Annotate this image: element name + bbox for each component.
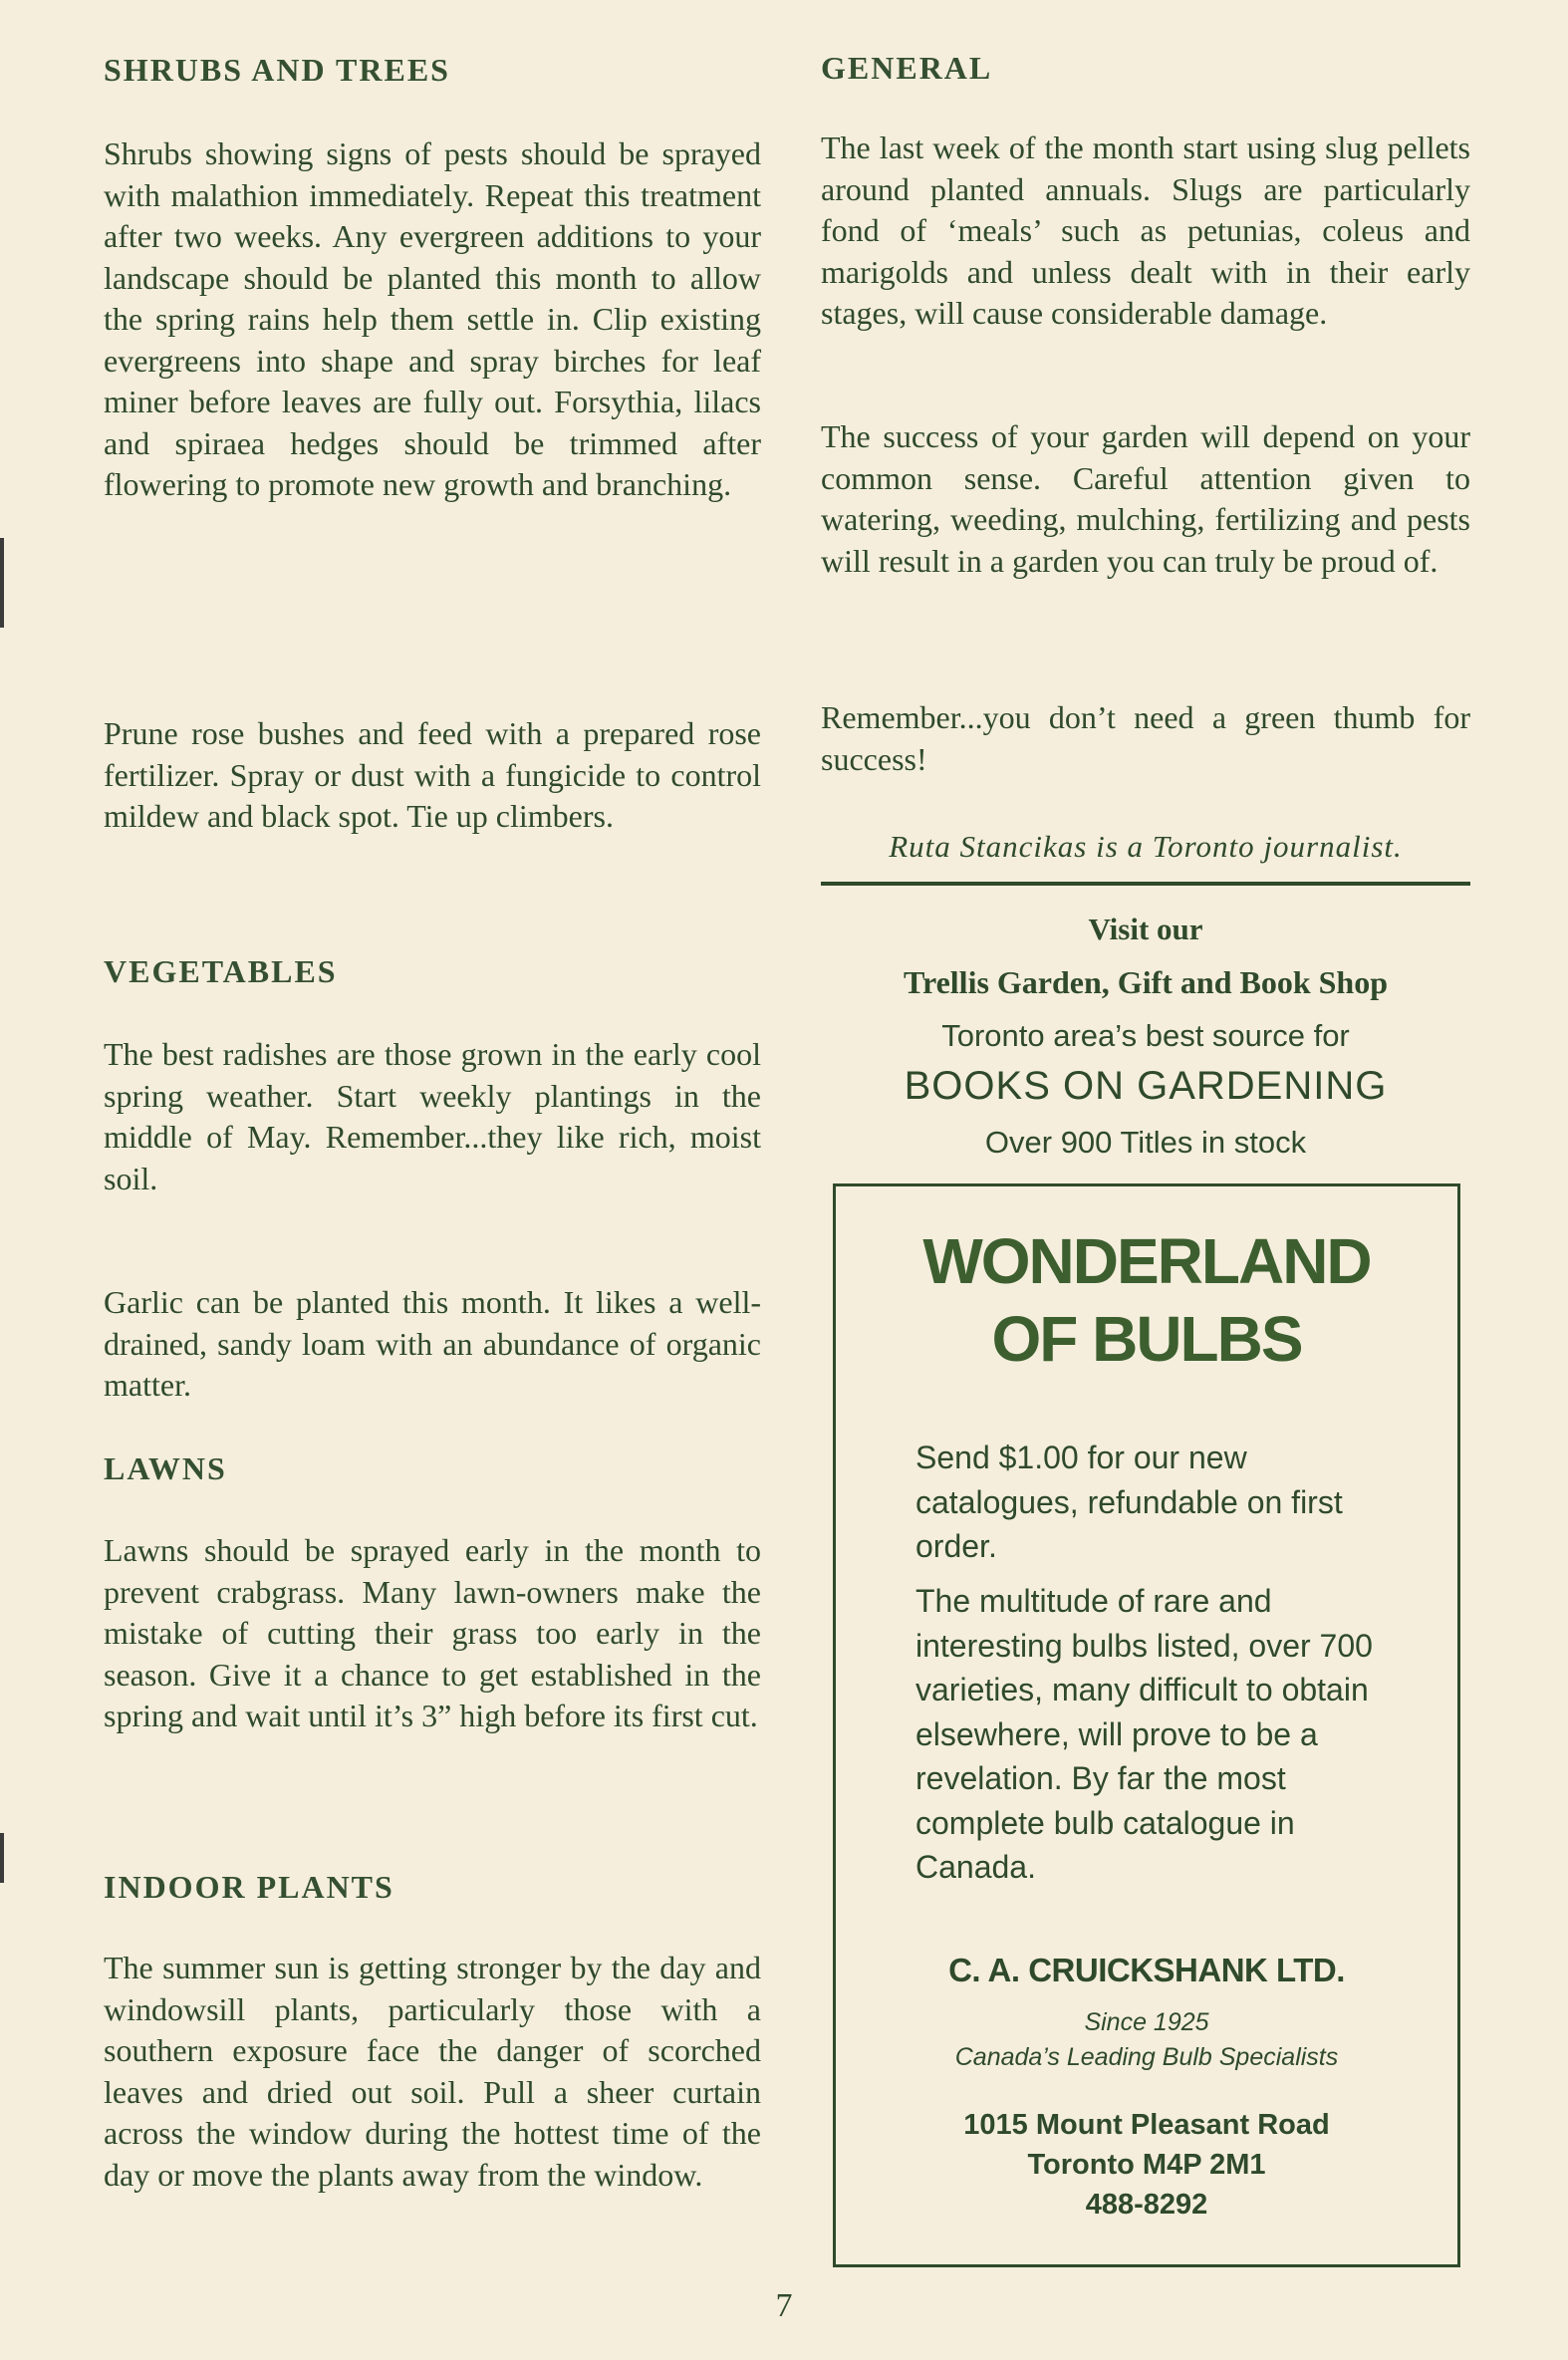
bulbs-ad-title-line-1: WONDERLAND — [922, 1225, 1371, 1297]
bulbs-ad-tagline: Canada’s Leading Bulb Specialists — [954, 2043, 1339, 2071]
lawns-paragraph: Lawns should be sprayed early in the month to prevent crabgrass. Many lawn-owners make the mistake of cutting their grass too early in the season. Give it a chance to get established in the spring and wait until it’s 3” high before its first cut. — [104, 1532, 761, 1733]
shop-ad-line-name: Trellis Garden, Gift and Book Shop — [903, 964, 1389, 1000]
bulbs-ad-title-line-2: OF BULBS — [991, 1303, 1302, 1375]
shop-ad-line-visit: Visit our — [1088, 912, 1203, 946]
shop-ad-line-source: Toronto area’s best source for — [941, 1018, 1350, 1053]
section-divider — [821, 882, 1470, 886]
bulbs-ad-address-street: 1015 Mount Pleasant Road — [963, 2109, 1330, 2141]
shrubs-paragraph-1: Shrubs showing signs of pests should be sprayed with malathion immediately. Repeat this treatment after two weeks. Any evergreen additions to your landscape should be planted this month to allow the spring rains help them settle in. Clip existing evergreens into shape and spray birches for leaf miner before leaves are fully out. Forsythia, lilacs and spiraea hedges should be trimmed after flowering to promote new growth and branching. — [104, 135, 761, 502]
shop-ad-headline: BOOKS ON GARDENING — [904, 1064, 1388, 1108]
binding-mark-bottom — [0, 1833, 4, 1883]
shrubs-paragraph-2: Prune rose bushes and feed with a prepared rose fertilizer. Spray or dust with a fungicide to control mildew and black spot. Tie up climbers. — [104, 715, 761, 834]
bulbs-ad-since: Since 1925 — [1084, 2008, 1209, 2036]
heading-vegetables: VEGETABLES — [104, 953, 338, 989]
bulbs-ad-address-city: Toronto M4P 2M1 — [1027, 2149, 1266, 2181]
bulbs-ad-offer: Send $1.00 for our new catalogues, refundable on first order. — [915, 1440, 1343, 1564]
bulbs-ad-description: The multitude of rare and interesting bulbs listed, over 700 varieties, many difficult to obtain elsewhere, will prove to be a revelation. By far the most complete bulb catalogue in Canada. — [915, 1583, 1373, 1885]
general-paragraph-3: Remember...you don’t need a green thumb for success! — [821, 699, 1470, 777]
bulbs-ad-company: C. A. CRUICKSHANK LTD. — [948, 1952, 1345, 1988]
general-paragraph-2: The success of your garden will depend on your common sense. Careful attention given to watering, weeding, mulching, fertilizing and pests will result in a garden you can truly be proud of. — [821, 418, 1470, 579]
bulbs-ad-phone: 488-8292 — [1085, 2189, 1208, 2221]
heading-lawns: LAWNS — [104, 1450, 227, 1486]
page-number: 7 — [775, 2287, 793, 2324]
heading-general: GENERAL — [821, 50, 993, 86]
binding-mark-top — [0, 538, 4, 628]
shop-ad-line-stock: Over 900 Titles in stock — [984, 1125, 1307, 1160]
heading-indoor-plants: INDOOR PLANTS — [104, 1869, 394, 1905]
author-byline: Ruta Stancikas is a Toronto journalist. — [889, 829, 1403, 864]
general-paragraph-1: The last week of the month start using slug pellets around planted annuals. Slugs are particularly fond of ‘meals’ such as petunias, coleus and marigolds and unless dealt with in their early stages, will cause considerable damage. — [821, 130, 1470, 331]
bulbs-advertisement — [833, 1183, 1460, 2267]
vegetables-paragraph-2: Garlic can be planted this month. It likes a well-drained, sandy loam with an abundance of organic matter. — [104, 1284, 761, 1403]
heading-shrubs-and-trees: SHRUBS AND TREES — [104, 52, 450, 88]
indoor-plants-paragraph: The summer sun is getting stronger by the day and windowsill plants, particularly those with a southern exposure face the danger of scorched leaves and dried out soil. Pull a sheer curtain across the window during the hottest time of the day or move the plants away from the window. — [104, 1950, 761, 2193]
vegetables-paragraph-1: The best radishes are those grown in the early cool spring weather. Start weekly plantings in the middle of May. Remember...they like rich, moist soil. — [104, 1036, 761, 1196]
